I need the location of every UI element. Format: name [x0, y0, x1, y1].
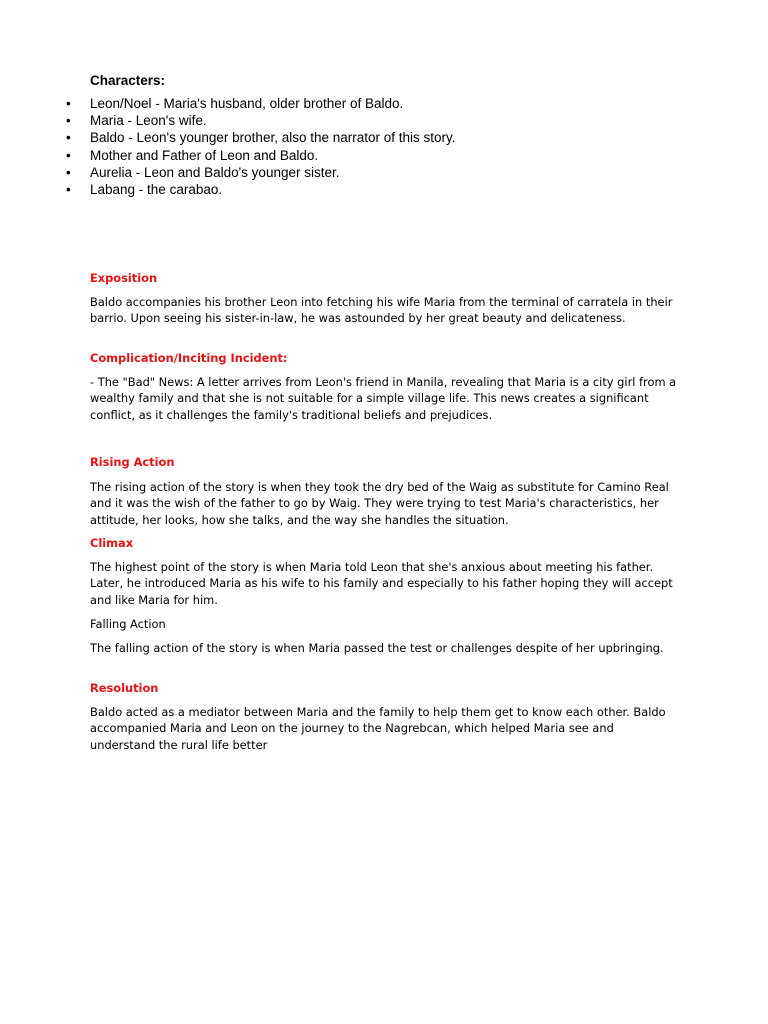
complication-heading: Complication/Inciting Incident: — [90, 351, 288, 365]
list-item-text: Maria - Leon's wife. — [90, 113, 207, 129]
list-item — [66, 164, 710, 181]
exposition-heading: Exposition — [90, 271, 158, 285]
list-item-text: Labang - the carabao. — [90, 182, 223, 198]
list-item — [66, 112, 710, 129]
characters-section — [66, 72, 710, 198]
bullet-icon: • — [66, 164, 71, 180]
bullet-icon: • — [66, 96, 71, 111]
bullet-icon: • — [66, 182, 71, 198]
list-item — [66, 147, 710, 164]
bullet-icon: • — [66, 147, 71, 163]
climax-heading: Climax — [90, 536, 134, 550]
exposition-body: Baldo accompanies his brother Leon into fetching his wife Maria from the terminal of carratela in their barrio. Upon seeing his sister-in-law, he was astounded by her great beauty and delicateness. — [90, 295, 673, 326]
climax-body: The highest point of the story is when Maria told Leon that she's anxious about meeting his father. Later, he introduced Maria as his wife to his family and especially to his father hoping they will accept and like Maria for him. — [90, 560, 673, 607]
rising-action-heading: Rising Action — [90, 455, 175, 469]
list-item — [66, 129, 710, 146]
list-item — [66, 181, 710, 198]
resolution-body: Baldo acted as a mediator between Maria and the family to help them get to know each other. Baldo accompanied Maria and Leon on the journey to the Nagrebcan, which helped Maria see and understand the rural life better — [90, 705, 666, 752]
list-item — [66, 95, 710, 112]
bullet-icon: • — [66, 130, 71, 146]
list-item-text: Leon/Noel - Maria's husband, older brother of Baldo. — [90, 96, 404, 111]
falling-action-heading: Falling Action — [90, 617, 166, 631]
list-item-text: Mother and Father of Leon and Baldo. — [90, 147, 319, 163]
characters-heading: Characters: — [90, 73, 166, 88]
falling-action-body: The falling action of the story is when Maria passed the test or challenges despite of her upbringing. — [90, 641, 664, 655]
bullet-icon: • — [66, 113, 71, 129]
rising-action-body: The rising action of the story is when they took the dry bed of the Waig as substitute for Camino Real and it was the wish of the father to go by Waig. They were trying to test Maria's characteristics, her attitude, her looks, how she talks, and the way she handles the situation. — [90, 480, 669, 527]
list-item-text: Aurelia - Leon and Baldo's younger sister. — [90, 164, 340, 180]
resolution-heading: Resolution — [90, 681, 159, 695]
complication-body: - The "Bad" News: A letter arrives from Leon's friend in Manila, revealing that Maria is a city girl from a wealthy family and that she is not suitable for a simple village life. This news creates a significant conflict, as it challenges the family's traditional beliefs and prejudices. — [90, 375, 677, 422]
list-item-text: Baldo - Leon's younger brother, also the narrator of this story. — [90, 130, 456, 146]
characters-list — [66, 95, 710, 198]
